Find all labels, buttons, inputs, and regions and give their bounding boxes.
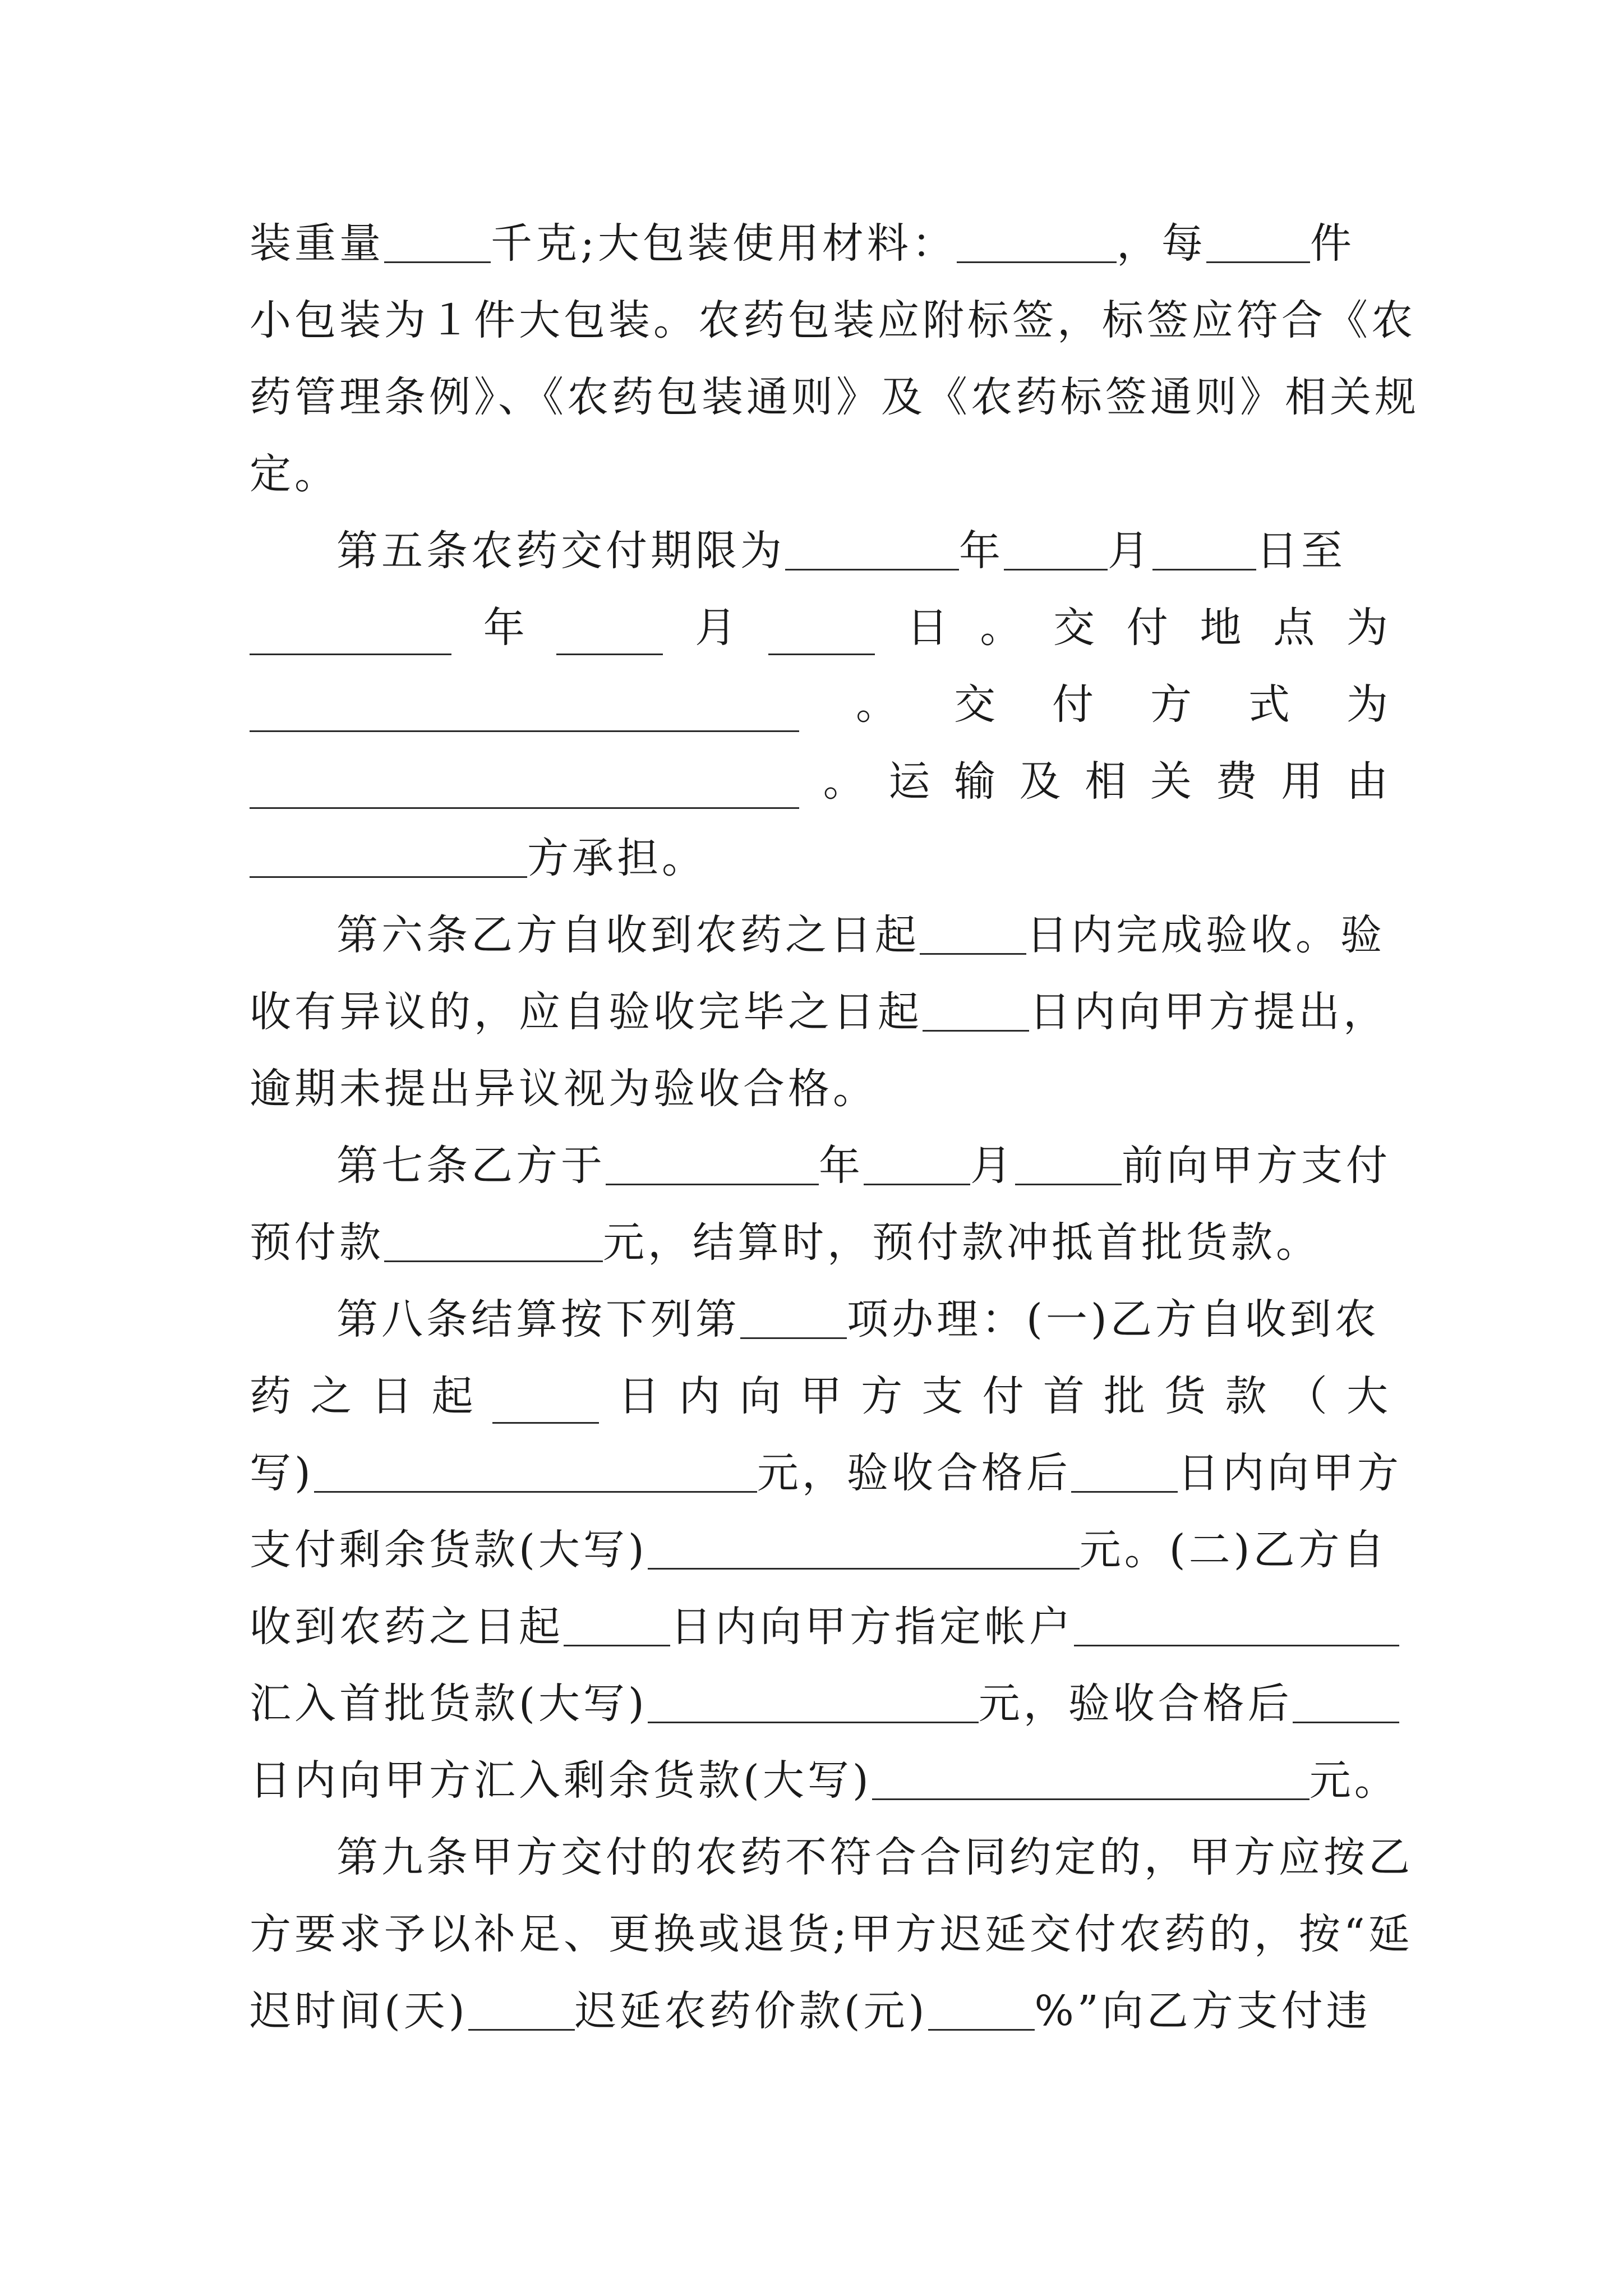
text-fragment: 月 <box>695 604 737 652</box>
fill-blank[interactable] <box>1074 1603 1399 1646</box>
text-fragment: 付 <box>982 1372 1024 1420</box>
text-line <box>250 1358 1388 1435</box>
text-fragment: 月 <box>970 1142 1015 1190</box>
text-fragment: 日 <box>906 604 948 652</box>
text-fragment: 起 <box>431 1372 473 1420</box>
text-line <box>250 1512 1388 1589</box>
text-fragment: 交 <box>954 680 995 729</box>
fill-blank[interactable] <box>1015 1142 1122 1185</box>
text-fragment: 年 <box>483 604 525 652</box>
text-line <box>250 974 1388 1051</box>
fill-blank[interactable] <box>468 1987 575 2031</box>
text-fragment: 付 <box>1052 680 1094 729</box>
text-fragment: 预付款 <box>250 1218 384 1267</box>
text-line <box>250 359 1419 436</box>
text-line <box>250 1051 1388 1128</box>
text-fragment: 甲 <box>800 1372 842 1420</box>
text-fragment: 装重量 <box>250 219 384 268</box>
text-fragment: 点 <box>1273 604 1315 652</box>
text-fragment: 收有异议的，应自验收完毕之日起 <box>250 988 923 1036</box>
text-fragment: 运 <box>888 757 930 806</box>
text-fragment: 第五条农药交付期限为 <box>336 527 785 575</box>
text-fragment: 支付剩余货款(大写) <box>250 1526 648 1574</box>
text-fragment: 交 <box>1053 604 1095 652</box>
text-fragment: 日内向甲方汇入剩余货款(大写) <box>250 1756 872 1805</box>
text-fragment: 向 <box>739 1372 781 1420</box>
fill-blank[interactable] <box>872 1757 1310 1800</box>
text-fragment: 日 <box>371 1372 413 1420</box>
text-fragment: 药 <box>250 1372 291 1420</box>
text-fragment: 。 <box>856 680 897 729</box>
text-fragment: 之 <box>310 1372 352 1420</box>
fill-blank[interactable] <box>606 1142 819 1185</box>
fill-blank[interactable] <box>648 1526 1080 1570</box>
text-fragment: 内 <box>679 1372 721 1420</box>
text-fragment: 货 <box>1164 1372 1206 1420</box>
fill-blank[interactable] <box>768 612 875 655</box>
text-fragment: 为 <box>1346 604 1388 652</box>
fill-blank[interactable] <box>492 1381 599 1424</box>
text-fragment: 批 <box>1104 1372 1146 1420</box>
text-fragment: 费 <box>1215 757 1257 806</box>
text-fragment: 关 <box>1150 757 1192 806</box>
text-fragment: 为 <box>1347 680 1388 729</box>
fill-blank[interactable] <box>740 1296 847 1339</box>
text-fragment: 方要求予以补足、更换或退货;甲方迟延交付农药的，按“延 <box>250 1910 1413 1958</box>
text-fragment: 日 <box>618 1372 660 1420</box>
text-line <box>250 1742 1399 1819</box>
text-fragment: 元，结算时，预付款冲抵首批货款。 <box>603 1218 1321 1267</box>
text-line <box>250 1665 1388 1742</box>
text-fragment: 元，验收合格后 <box>757 1449 1071 1497</box>
text-fragment: 前向甲方支付 <box>1122 1142 1391 1190</box>
text-line <box>250 282 1416 359</box>
text-fragment: 项办理：(一)乙方自收到农 <box>847 1295 1380 1343</box>
text-fragment: 由 <box>1346 757 1388 806</box>
text-line <box>250 436 1388 513</box>
fill-blank[interactable] <box>648 1680 979 1723</box>
text-fragment: 及 <box>1019 757 1061 806</box>
text-line <box>250 1973 1388 2050</box>
text-fragment: 大 <box>1346 1372 1388 1420</box>
fill-blank[interactable] <box>1152 527 1256 570</box>
text-fragment: 件 <box>1310 219 1355 268</box>
text-fragment: ，每 <box>1116 219 1206 268</box>
text-fragment: 日内完成验收。验 <box>1026 911 1385 959</box>
fill-blank[interactable] <box>1071 1450 1178 1493</box>
fill-blank[interactable] <box>920 912 1026 955</box>
text-fragment: 输 <box>953 757 995 806</box>
text-fragment: 第六条乙方自收到农药之日起 <box>336 911 920 959</box>
text-fragment: （ <box>1285 1372 1327 1420</box>
text-fragment: 。 <box>823 757 865 806</box>
text-fragment: 年 <box>819 1142 864 1190</box>
text-line <box>336 1819 1413 1896</box>
fill-blank[interactable] <box>564 1603 670 1646</box>
text-fragment: 汇入首批货款(大写) <box>250 1680 648 1728</box>
text-line <box>250 205 1388 282</box>
fill-blank[interactable] <box>785 527 959 570</box>
text-fragment: 方承担。 <box>527 834 707 882</box>
text-fragment: 式 <box>1248 680 1290 729</box>
fill-blank[interactable] <box>923 988 1029 1032</box>
fill-blank[interactable] <box>250 612 451 655</box>
fill-blank[interactable] <box>384 220 491 263</box>
text-fragment: 元。 <box>1309 1756 1399 1805</box>
text-fragment: 方 <box>861 1372 903 1420</box>
text-fragment: 元，验收合格后 <box>978 1680 1293 1728</box>
text-fragment: 收到农药之日起 <box>250 1603 564 1651</box>
text-fragment: 第七条乙方于 <box>336 1142 606 1190</box>
text-fragment: 小包装为１件大包装。农药包装应附标签，标签应符合《农 <box>250 296 1416 344</box>
text-fragment: 逾期未提出异议视为验收合格。 <box>250 1065 878 1113</box>
text-fragment: 地 <box>1200 604 1242 652</box>
text-fragment: 迟延农药价款(元) <box>574 1987 928 2035</box>
text-fragment: 日至 <box>1256 527 1346 575</box>
fill-blank[interactable] <box>1004 527 1108 570</box>
text-line <box>250 666 1388 743</box>
text-fragment: 。 <box>980 604 1022 652</box>
text-fragment: 用 <box>1281 757 1323 806</box>
text-fragment: 相 <box>1085 757 1127 806</box>
text-fragment: 药管理条例》、《农药包装通则》及《农药标签通则》相关规 <box>250 373 1419 421</box>
text-fragment: 写) <box>250 1449 314 1497</box>
text-line <box>250 1589 1388 1665</box>
fill-blank[interactable] <box>957 220 1117 263</box>
text-line <box>336 897 1388 974</box>
fill-blank[interactable] <box>1293 1680 1399 1723</box>
text-fragment: 定。 <box>250 450 339 498</box>
text-line <box>250 743 1388 820</box>
fill-blank[interactable] <box>314 1450 757 1493</box>
fill-blank[interactable] <box>556 612 663 655</box>
text-line <box>336 513 1388 590</box>
fill-blank[interactable] <box>1206 220 1310 263</box>
text-line <box>250 1896 1413 1973</box>
text-fragment: 日内向甲方指定帐户 <box>670 1603 1074 1651</box>
text-fragment: 元。(二)乙方自 <box>1079 1526 1388 1574</box>
text-line <box>250 590 1388 666</box>
fill-blank[interactable] <box>928 1987 1035 2031</box>
text-fragment: 千克;大包装使用材料： <box>491 219 957 268</box>
text-fragment: 第九条甲方交付的农药不符合合同约定的，甲方应按乙 <box>336 1833 1413 1881</box>
text-fragment: 月 <box>1108 527 1152 575</box>
text-fragment: 第八条结算按下列第 <box>336 1295 740 1343</box>
text-fragment: 款 <box>1225 1372 1267 1420</box>
fill-blank[interactable] <box>384 1219 603 1262</box>
fill-blank[interactable] <box>250 766 799 809</box>
text-fragment: %”向乙方支付违 <box>1034 1987 1371 2035</box>
fill-blank[interactable] <box>250 689 799 732</box>
text-line <box>336 1128 1391 1204</box>
text-line <box>250 1435 1402 1512</box>
text-fragment: 日内向甲方提出， <box>1029 988 1388 1036</box>
fill-blank[interactable] <box>864 1142 970 1185</box>
text-fragment: 日内向甲方 <box>1177 1449 1402 1497</box>
text-fragment: 首 <box>1043 1372 1085 1420</box>
text-fragment: 付 <box>1126 604 1168 652</box>
text-line <box>250 820 1388 897</box>
text-fragment: 年 <box>959 527 1004 575</box>
text-line <box>336 1281 1388 1358</box>
text-line <box>250 1204 1388 1281</box>
text-fragment: 支 <box>921 1372 963 1420</box>
text-fragment: 方 <box>1150 680 1192 729</box>
text-fragment: 迟时间(天) <box>250 1987 468 2035</box>
fill-blank[interactable] <box>250 835 527 878</box>
